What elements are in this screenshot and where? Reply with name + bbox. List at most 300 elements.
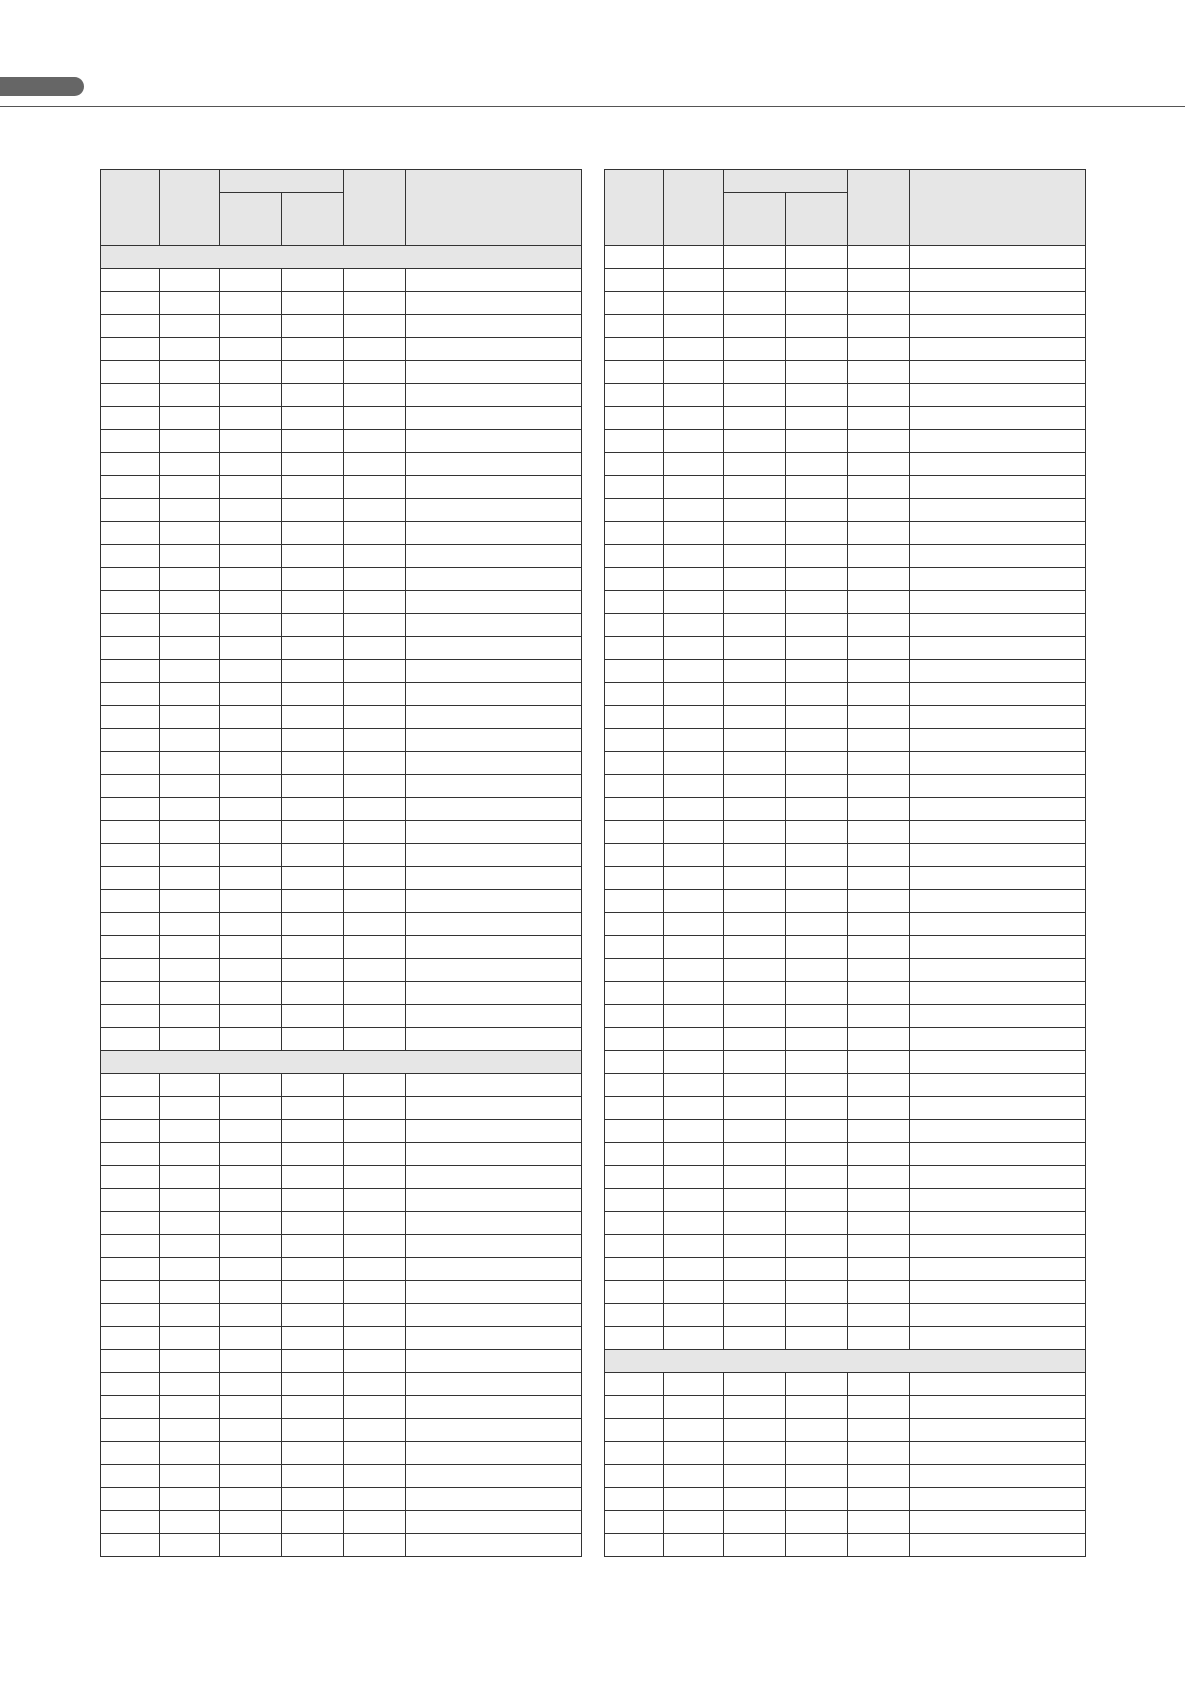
table-cell (664, 568, 724, 591)
table-row (605, 1051, 1086, 1074)
table-cell (605, 407, 664, 430)
table-row (605, 1327, 1086, 1350)
table-cell (160, 453, 220, 476)
table-cell (910, 1028, 1086, 1051)
table-cell (910, 683, 1086, 706)
table-cell (605, 1488, 664, 1511)
table-cell (910, 1465, 1086, 1488)
table-cell (664, 1097, 724, 1120)
table-cell (605, 683, 664, 706)
table-cell (101, 384, 160, 407)
table-cell (344, 1419, 406, 1442)
table-cell (605, 1327, 664, 1350)
table-cell (220, 476, 282, 499)
table-cell (406, 1189, 582, 1212)
table-cell (724, 775, 786, 798)
table-cell (282, 936, 344, 959)
table-cell (664, 1465, 724, 1488)
table-cell (605, 246, 664, 269)
table-cell (220, 1074, 282, 1097)
table-cell (282, 1419, 344, 1442)
table-cell (910, 706, 1086, 729)
table-cell (160, 614, 220, 637)
table-cell (605, 936, 664, 959)
table-cell (282, 338, 344, 361)
table-cell (101, 1304, 160, 1327)
table-cell (344, 591, 406, 614)
table-cell (724, 292, 786, 315)
table-cell (344, 706, 406, 729)
table-cell (101, 683, 160, 706)
table-cell (406, 1327, 582, 1350)
table-cell (101, 1143, 160, 1166)
table-cell (724, 913, 786, 936)
table-cell (101, 1120, 160, 1143)
table-row (605, 913, 1086, 936)
table-cell (724, 1212, 786, 1235)
table-cell (664, 407, 724, 430)
table-cell (344, 821, 406, 844)
table-cell (344, 407, 406, 430)
table-row (101, 315, 582, 338)
table-cell (724, 1189, 786, 1212)
table-cell (101, 959, 160, 982)
table-cell (160, 1373, 220, 1396)
table-cell (220, 1028, 282, 1051)
table-cell (160, 591, 220, 614)
table-cell (406, 936, 582, 959)
table-cell (160, 1189, 220, 1212)
table-cell (848, 1051, 910, 1074)
table-row (101, 913, 582, 936)
table-cell (848, 752, 910, 775)
table-cell (344, 522, 406, 545)
table-row (101, 775, 582, 798)
table-cell (344, 453, 406, 476)
table-cell (406, 407, 582, 430)
table-cell (724, 1005, 786, 1028)
table-cell (910, 591, 1086, 614)
table-row (605, 1212, 1086, 1235)
table-row (101, 729, 582, 752)
table-cell (282, 591, 344, 614)
table-cell (664, 1442, 724, 1465)
table-cell (724, 660, 786, 683)
table-cell (724, 453, 786, 476)
table-cell (605, 1235, 664, 1258)
table-cell (786, 1258, 848, 1281)
table-row (605, 637, 1086, 660)
table-cell (160, 1212, 220, 1235)
table-cell (910, 384, 1086, 407)
table-cell (344, 1534, 406, 1557)
table-cell (724, 1304, 786, 1327)
table-cell (282, 361, 344, 384)
table-cell (101, 867, 160, 890)
table-cell (848, 1281, 910, 1304)
table-cell (101, 1465, 160, 1488)
table-cell (160, 844, 220, 867)
table-cell (664, 338, 724, 361)
table-cell (160, 798, 220, 821)
table-cell (220, 361, 282, 384)
table-cell (220, 522, 282, 545)
table-cell (910, 1304, 1086, 1327)
table-cell (344, 384, 406, 407)
right-table-header (605, 170, 1086, 246)
table-cell (101, 338, 160, 361)
table-row (605, 1120, 1086, 1143)
table-cell (344, 1212, 406, 1235)
table-cell (406, 660, 582, 683)
table-cell (101, 1097, 160, 1120)
table-cell (160, 1396, 220, 1419)
table-cell (848, 1028, 910, 1051)
table-cell (282, 1281, 344, 1304)
table-cell (786, 959, 848, 982)
table-cell (344, 1442, 406, 1465)
table-cell (282, 568, 344, 591)
table-row (605, 1189, 1086, 1212)
table-cell (664, 476, 724, 499)
header-subcell (724, 193, 786, 246)
table-cell (848, 1120, 910, 1143)
table-cell (282, 752, 344, 775)
table-row (101, 1511, 582, 1534)
table-row (101, 1304, 582, 1327)
table-cell (220, 1005, 282, 1028)
table-cell (344, 1304, 406, 1327)
table-cell (664, 545, 724, 568)
table-row (101, 269, 582, 292)
table-cell (101, 706, 160, 729)
table-cell (724, 982, 786, 1005)
table-cell (848, 361, 910, 384)
table-cell (605, 1212, 664, 1235)
table-cell (605, 338, 664, 361)
table-row (605, 315, 1086, 338)
table-cell (786, 1005, 848, 1028)
table-cell (406, 1396, 582, 1419)
table-row (605, 1166, 1086, 1189)
table-cell (724, 844, 786, 867)
table-cell (160, 660, 220, 683)
table-row (101, 1350, 582, 1373)
table-cell (848, 453, 910, 476)
table-cell (160, 361, 220, 384)
table-cell (282, 798, 344, 821)
table-cell (406, 1074, 582, 1097)
table-row (605, 545, 1086, 568)
table-cell (282, 522, 344, 545)
table-cell (160, 752, 220, 775)
table-cell (848, 545, 910, 568)
table-cell (910, 775, 1086, 798)
table-cell (344, 798, 406, 821)
table-row (101, 1534, 582, 1557)
table-cell (910, 499, 1086, 522)
table-cell (406, 384, 582, 407)
table-row (605, 936, 1086, 959)
table-cell (786, 269, 848, 292)
header-subcell (786, 193, 848, 246)
table-cell (406, 1028, 582, 1051)
table-row (605, 660, 1086, 683)
table-cell (724, 1120, 786, 1143)
table-row (605, 246, 1086, 269)
table-cell (282, 913, 344, 936)
table-cell (282, 1350, 344, 1373)
table-cell (910, 614, 1086, 637)
table-cell (786, 499, 848, 522)
table-cell (664, 890, 724, 913)
table-cell (848, 1143, 910, 1166)
table-cell (605, 637, 664, 660)
table-cell (786, 1028, 848, 1051)
table-cell (605, 798, 664, 821)
table-cell (910, 1143, 1086, 1166)
table-cell (848, 591, 910, 614)
table-cell (664, 959, 724, 982)
table-row (605, 959, 1086, 982)
table-cell (282, 1373, 344, 1396)
table-cell (282, 821, 344, 844)
table-cell (664, 729, 724, 752)
table-cell (605, 1534, 664, 1557)
table-row (605, 292, 1086, 315)
table-cell (101, 1235, 160, 1258)
table-cell (786, 614, 848, 637)
table-cell (406, 1373, 582, 1396)
table-row (605, 1396, 1086, 1419)
table-cell (848, 476, 910, 499)
table-cell (160, 1350, 220, 1373)
table-row (605, 499, 1086, 522)
table-cell (220, 1120, 282, 1143)
table-cell (910, 844, 1086, 867)
table-cell (605, 890, 664, 913)
table-cell (605, 775, 664, 798)
table-cell (605, 660, 664, 683)
table-cell (848, 867, 910, 890)
table-cell (724, 407, 786, 430)
table-cell (724, 499, 786, 522)
table-cell (910, 936, 1086, 959)
table-cell (910, 1074, 1086, 1097)
table-cell (605, 1258, 664, 1281)
table-cell (406, 683, 582, 706)
table-cell (160, 982, 220, 1005)
table-cell (101, 453, 160, 476)
table-cell (724, 568, 786, 591)
table-cell (282, 637, 344, 660)
table-row (101, 292, 582, 315)
table-row (605, 269, 1086, 292)
table-cell (282, 1258, 344, 1281)
header-cell (664, 170, 724, 246)
table-cell (910, 269, 1086, 292)
table-cell (910, 315, 1086, 338)
table-cell (910, 1005, 1086, 1028)
table-cell (344, 614, 406, 637)
table-cell (344, 913, 406, 936)
table-cell (724, 798, 786, 821)
table-cell (605, 453, 664, 476)
table-row (101, 660, 582, 683)
table-cell (786, 867, 848, 890)
table-cell (282, 1488, 344, 1511)
table-cell (160, 1534, 220, 1557)
table-cell (220, 315, 282, 338)
table-cell (101, 1350, 160, 1373)
table-cell (282, 453, 344, 476)
table-cell (282, 499, 344, 522)
table-cell (664, 246, 724, 269)
table-row (101, 982, 582, 1005)
table-cell (220, 706, 282, 729)
table-cell (160, 1281, 220, 1304)
table-cell (406, 729, 582, 752)
table-cell (406, 1120, 582, 1143)
table-cell (344, 315, 406, 338)
table-cell (786, 476, 848, 499)
table-cell (101, 844, 160, 867)
table-cell (786, 1488, 848, 1511)
table-cell (282, 292, 344, 315)
table-cell (406, 1534, 582, 1557)
table-row (101, 844, 582, 867)
table-cell (160, 867, 220, 890)
table-cell (282, 1442, 344, 1465)
table-cell (605, 982, 664, 1005)
table-cell (664, 315, 724, 338)
table-cell (101, 660, 160, 683)
table-cell (344, 1396, 406, 1419)
header-cell (406, 170, 582, 246)
table-cell (724, 821, 786, 844)
table-cell (786, 844, 848, 867)
table-cell (220, 1143, 282, 1166)
table-cell (910, 1488, 1086, 1511)
table-row (101, 1465, 582, 1488)
table-cell (724, 1258, 786, 1281)
header-group-cell (220, 170, 344, 193)
table-cell (786, 591, 848, 614)
table-row (101, 1166, 582, 1189)
table-cell (605, 315, 664, 338)
table-cell (344, 476, 406, 499)
table-cell (724, 1465, 786, 1488)
table-cell (101, 1396, 160, 1419)
table-cell (786, 384, 848, 407)
table-cell (220, 867, 282, 890)
table-cell (724, 591, 786, 614)
table-cell (848, 1327, 910, 1350)
table-cell (848, 959, 910, 982)
table-cell (344, 361, 406, 384)
table-cell (160, 269, 220, 292)
table-cell (160, 1005, 220, 1028)
table-cell (101, 568, 160, 591)
table-cell (786, 1373, 848, 1396)
table-cell (220, 1488, 282, 1511)
section-band-row (101, 1051, 582, 1074)
table-cell (344, 1281, 406, 1304)
table-cell (605, 752, 664, 775)
table-cell (160, 683, 220, 706)
table-cell (786, 315, 848, 338)
table-row (605, 890, 1086, 913)
table-row (605, 1074, 1086, 1097)
table-cell (344, 430, 406, 453)
table-cell (786, 246, 848, 269)
table-cell (220, 1097, 282, 1120)
table-cell (220, 913, 282, 936)
table-cell (406, 568, 582, 591)
table-cell (282, 315, 344, 338)
table-cell (664, 775, 724, 798)
table-cell (664, 1212, 724, 1235)
table-cell (848, 1097, 910, 1120)
table-cell (724, 752, 786, 775)
table-row (101, 1488, 582, 1511)
table-cell (910, 1189, 1086, 1212)
table-cell (664, 1327, 724, 1350)
table-cell (786, 1442, 848, 1465)
table-row (101, 1005, 582, 1028)
table-cell (160, 292, 220, 315)
table-row (605, 982, 1086, 1005)
table-row (605, 1005, 1086, 1028)
table-cell (344, 982, 406, 1005)
table-cell (605, 1097, 664, 1120)
table-cell (605, 1166, 664, 1189)
table-cell (101, 752, 160, 775)
table-cell (220, 936, 282, 959)
table-cell (664, 1258, 724, 1281)
table-cell (724, 1235, 786, 1258)
table-cell (101, 1258, 160, 1281)
table-cell (664, 821, 724, 844)
table-cell (220, 568, 282, 591)
table-cell (605, 522, 664, 545)
table-cell (664, 706, 724, 729)
table-cell (282, 1304, 344, 1327)
table-cell (848, 384, 910, 407)
table-cell (101, 1373, 160, 1396)
table-cell (910, 1396, 1086, 1419)
table-row (101, 821, 582, 844)
table-cell (406, 867, 582, 890)
table-row (605, 729, 1086, 752)
table-cell (160, 1028, 220, 1051)
table-cell (220, 1327, 282, 1350)
table-cell (344, 890, 406, 913)
table-cell (160, 1143, 220, 1166)
table-row (101, 1074, 582, 1097)
table-cell (786, 1120, 848, 1143)
table-cell (220, 1281, 282, 1304)
table-cell (344, 959, 406, 982)
table-cell (848, 522, 910, 545)
table-cell (220, 821, 282, 844)
table-cell (605, 1465, 664, 1488)
table-cell (282, 1327, 344, 1350)
page-tab-marker (0, 77, 84, 96)
table-cell (160, 1120, 220, 1143)
table-cell (786, 1097, 848, 1120)
table-cell (786, 1281, 848, 1304)
